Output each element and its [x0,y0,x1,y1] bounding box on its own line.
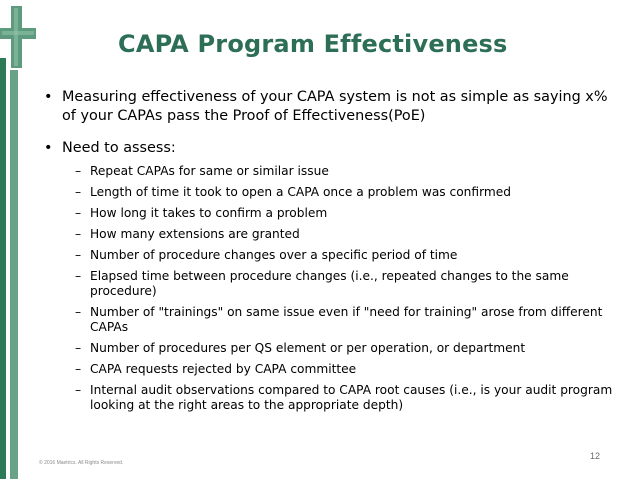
copyright-footer: © 2016 Maetrics. All Rights Reserved. [39,460,124,466]
sub-bullet-text: How long it takes to confirm a problem [90,206,328,220]
sub-bullet-item [75,362,625,377]
dash-marker: – [75,248,82,262]
sub-bullet-text: Repeat CAPAs for same or similar issue [90,164,329,178]
sub-bullet-item [75,185,625,200]
sub-bullet-text: Number of procedure changes over a specific period of time [90,248,458,262]
dash-marker: – [75,383,82,397]
sub-bullet-item [75,164,625,179]
bullet-text: Measuring effectiveness of your CAPA system is not as simple as saying x% of your CAPAs pass the Proof of Effectiveness(PoE) [62,89,608,124]
sub-bullet-item [75,227,625,242]
slide-content [40,88,625,419]
sub-bullet-list [40,164,625,413]
bullet-marker: • [44,89,53,105]
dash-marker: – [75,164,82,178]
sub-bullet-item [75,305,625,335]
sub-bullet-item [75,248,625,263]
sub-bullet-text: CAPA requests rejected by CAPA committee [90,362,357,376]
left-accent-bar-dark [0,58,6,479]
left-accent-bar-light [10,70,18,479]
dash-marker: – [75,362,82,376]
dash-marker: – [75,206,82,220]
sub-bullet-text: Length of time it took to open a CAPA once a problem was confirmed [90,185,511,199]
bullet-text: Need to assess: [62,140,176,156]
sub-bullet-text: How many extensions are granted [90,227,300,241]
dash-marker: – [75,341,82,355]
bullet-item [40,88,625,126]
sub-bullet-text: Elapsed time between procedure changes (i.e., repeated changes to the same procedure) [90,269,569,298]
page-number: 12 [590,451,601,461]
sub-bullet-item [75,206,625,221]
slide-title: CAPA Program Effectiveness [118,30,508,58]
sub-bullet-text: Number of procedures per QS element or per operation, or department [90,341,526,355]
dash-marker: – [75,227,82,241]
dash-marker: – [75,305,82,319]
sub-bullet-item [75,383,625,413]
dash-marker: – [75,185,82,199]
dash-marker: – [75,269,82,283]
plus-cross-icon [0,0,40,70]
bullet-marker: • [44,140,53,156]
sub-bullet-text: Number of "trainings" on same issue even if "need for training" arose from different CAPAs [90,305,603,334]
bullet-item [40,139,625,158]
sub-bullet-item [75,269,625,299]
sub-bullet-text: Internal audit observations compared to CAPA root causes (i.e., is your audit program looking at the right areas to the appropriate depth) [90,383,613,412]
sub-bullet-item [75,341,625,356]
